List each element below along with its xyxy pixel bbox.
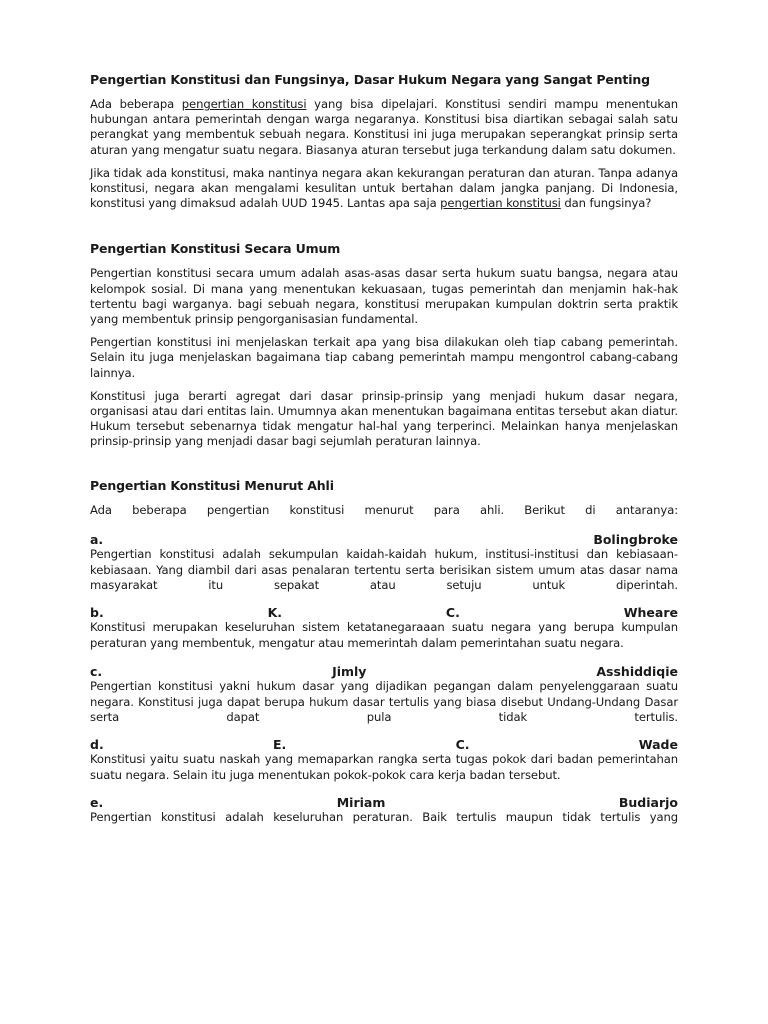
expert-item-e	[90, 795, 678, 826]
expert-heading	[90, 605, 678, 621]
expert-item-c	[90, 664, 678, 725]
konstitusi-link[interactable]: pengertian konstitusi	[440, 196, 561, 211]
section-heading-ahli: Pengertian Konstitusi Menurut Ahli	[90, 477, 334, 493]
expert-name-part: K.	[267, 604, 283, 620]
intro2-text-pre: Jika tidak ada konstitusi, maka nantinya negara akan kekurangan peraturan dan aturan. Tanpa adanya konstitusi, negara akan mengalami kesulitan untuk bertahan dalam jangka panjang. Di Indonesia, konstitusi yang dimaksud adalah UUD 1945. Lantas apa saja	[90, 165, 678, 211]
intro-paragraph-1	[90, 97, 678, 158]
expert-definition: Pengertian konstitusi adalah keseluruhan peraturan. Baik tertulis maupun tidak tertulis yang	[90, 810, 678, 825]
konstitusi-link[interactable]: pengertian konstitusi	[181, 97, 307, 111]
expert-name-part: Miriam	[336, 794, 386, 810]
section1-paragraph-3: Konstitusi juga berarti agregat dari dasar prinsip-prinsip yang menjadi hukum dasar negara, organisasi atau dari entitas lain. Umumnya akan menentukan bagaimana entitas tersebut akan diatur. Hukum tersebut sebenarnya tidak mengatur hal-hal yang terperinci. Melainkan hanya menjelaskan prinsip-prinsip yang menjadi dasar bagi sejumlah peraturan lainnya.	[90, 388, 678, 449]
intro-paragraph-2	[90, 166, 678, 212]
expert-definition: Konstitusi yaitu suatu naskah yang memaparkan rangka serta tugas pokok dari badan pemerintahan suatu negara. Selain itu juga menentukan pokok-pokok cara kerja badan tersebut.	[90, 752, 678, 782]
intro2-text-post: dan fungsinya?	[560, 196, 652, 211]
expert-name-part: Wade	[638, 736, 678, 752]
expert-item-a	[90, 532, 678, 593]
expert-heading	[90, 737, 678, 753]
expert-name-part: E.	[272, 736, 287, 752]
expert-definition: Pengertian konstitusi yakni hukum dasar yang dijadikan pegangan dalam penyelenggaraan suatu negara. Konstitusi juga dapat berupa hukum dasar tertulis yang biasa disebut Undang-Undang Dasar serta dapat pula tidak tertulis.	[90, 679, 678, 724]
expert-name-part: C.	[445, 604, 460, 620]
section1-paragraph-1: Pengertian konstitusi secara umum adalah asas-asas dasar serta hukum suatu bangsa, negara atau kelompok sosial. Di mana yang menentukan kekuasaan, tugas pemerintah dan menjamin hak-hak tertentu bagi warganya. bagi sebuah negara, konstitusi merupakan kumpulan doktrin serta praktik yang membentuk prinsip pengorganisasian fundamental.	[90, 266, 678, 327]
expert-letter: e.	[90, 794, 104, 810]
expert-heading	[90, 795, 678, 811]
expert-letter: b.	[90, 604, 104, 620]
expert-item-d	[90, 737, 678, 783]
expert-heading	[90, 664, 678, 680]
section2-lead: Ada beberapa pengertian konstitusi menurut para ahli. Berikut di antaranya:	[90, 502, 678, 517]
expert-name-part: Budiarjo	[618, 794, 678, 810]
expert-definition: Konstitusi merupakan keseluruhan sistem ketatanegaraaan suatu negara yang berupa kumpulan peraturan yang membentuk, mengatur atau memerintah dalam pemerintahan suatu negara.	[90, 620, 678, 650]
section1-paragraph-2: Pengertian konstitusi ini menjelaskan terkait apa yang bisa dilakukan oleh tiap cabang pemerintah. Selain itu juga menjelaskan bagaimana tiap cabang pemerintah mampu mengontrol cabang-cabang lainnya.	[90, 335, 678, 380]
intro1-text-pre: Ada beberapa	[90, 97, 182, 111]
section-heading-umum: Pengertian Konstitusi Secara Umum	[90, 241, 341, 257]
expert-letter: c.	[90, 663, 103, 679]
expert-name-part: Asshiddiqie	[596, 663, 678, 679]
expert-name-part: Jimly	[332, 663, 367, 679]
expert-heading	[90, 532, 678, 548]
intro1-text-post: yang bisa dipelajari. Konstitusi sendiri mampu menentukan hubungan antara pemerintah dengan warga negaranya. Konstitusi bisa diartikan sebagai salah satu perangkat yang membentuk sebuah negara. Konstitusi ini juga merupakan seperangkat prinsip serta aturan yang mengatur suatu negara. Biasanya aturan tersebut juga terkandung dalam satu dokumen.	[90, 97, 679, 157]
expert-letter: d.	[90, 736, 104, 752]
expert-name: Bolingbroke	[593, 531, 678, 547]
expert-letter: a.	[90, 531, 104, 547]
expert-item-b	[90, 605, 678, 651]
expert-name-part: C.	[455, 736, 470, 752]
document-title: Pengertian Konstitusi dan Fungsinya, Dasar Hukum Negara yang Sangat Penting	[90, 72, 650, 87]
expert-definition: Pengertian konstitusi adalah sekumpulan kaidah-kaidah hukum, institusi-institusi dan kebiasaan-kebiasaan. Yang diambil dari asas penalaran tertentu serta berisikan sistem umum atas dasar nama masyarakat itu sepakat atau setuju untuk diperintah.	[90, 547, 678, 592]
expert-name-part: Wheare	[623, 604, 678, 620]
